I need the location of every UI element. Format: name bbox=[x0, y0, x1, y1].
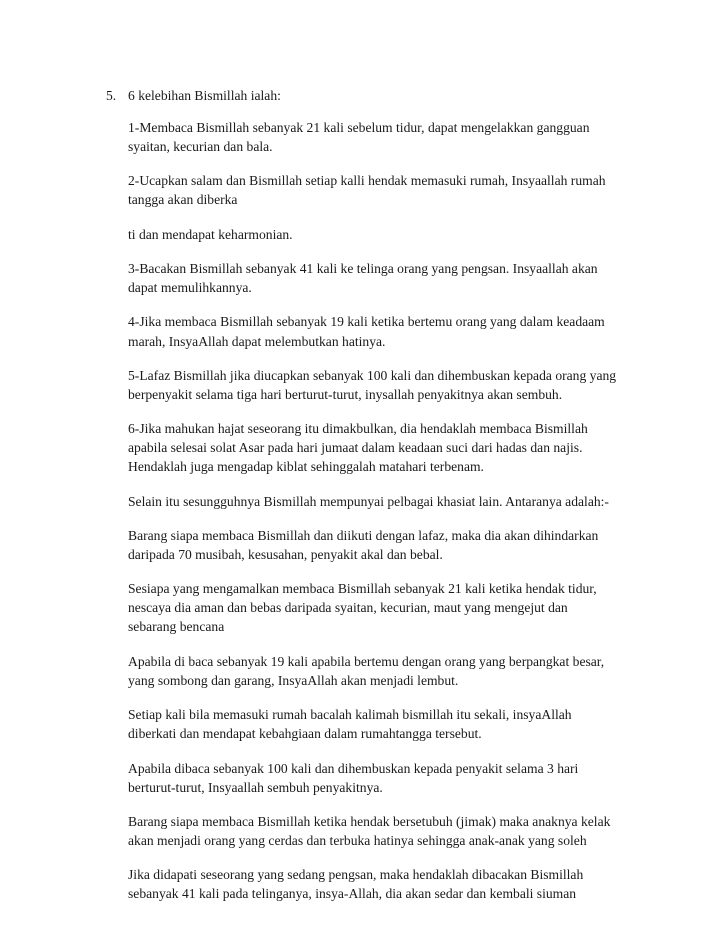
paragraph: 2-Ucapkan salam dan Bismillah setiap kalli hendak memasuki rumah, Insyaallah rumah tangga akan diberka bbox=[128, 173, 606, 208]
body-text bbox=[128, 118, 668, 919]
paragraph: Setiap kali bila memasuki rumah bacalah kalimah bismillah itu sekali, insyaAllah diberkati dan mendapat kebahgiaan dalam rumahtangga tersebut. bbox=[128, 707, 572, 742]
paragraph: 1-Membaca Bismillah sebanyak 21 kali sebelum tidur, dapat mengelakkan gangguan syaitan, kecurian dan bala. bbox=[128, 120, 590, 155]
paragraph: Apabila dibaca sebanyak 100 kali dan dihembuskan kepada penyakit selama 3 hari berturut-turut, Insyaallah sembuh penyakitnya. bbox=[128, 760, 579, 795]
paragraph: 5-Lafaz Bismillah jika diucapkan sebanyak 100 kali dan dihembuskan kepada orang yang berpenyakit selama tiga hari berturut-turut, inysallah penyakitnya akan sembuh. bbox=[128, 367, 617, 402]
list-item-heading bbox=[106, 86, 281, 105]
list-item-number: 5. bbox=[106, 88, 117, 103]
paragraph: Jika didapati seseorang yang sedang pengsan, maka hendaklah dibacakan Bismillah sebanyak 41 kali pada telinganya, insya-Allah, dia akan sedar dan kembali siuman bbox=[128, 867, 584, 902]
paragraph: Barang siapa membaca Bismillah ketika hendak bersetubuh (jimak) maka anaknya kelak akan menjadi orang yang cerdas dan terbuka hatinya sehingga anak-anak yang soleh bbox=[128, 813, 611, 848]
list-item-title: 6 kelebihan Bismillah ialah: bbox=[128, 88, 281, 103]
paragraph: ti dan mendapat keharmonian. bbox=[128, 226, 293, 242]
paragraph: Barang siapa membaca Bismillah dan diikuti dengan lafaz, maka dia akan dihindarkan daripada 70 musibah, kesusahan, penyakit akal dan bebal. bbox=[128, 527, 599, 562]
paragraph: 3-Bacakan Bismillah sebanyak 41 kali ke telinga orang yang pengsan. Insyaallah akan dapat memulihkannya. bbox=[128, 261, 598, 296]
paragraph: Apabila di baca sebanyak 19 kali apabila bertemu dengan orang yang berpangkat besar, yang sombong dan garang, InsyaAllah akan menjadi lembut. bbox=[128, 653, 605, 688]
paragraph: Sesiapa yang mengamalkan membaca Bismillah sebanyak 21 kali ketika hendak tidur, nescaya dia aman dan bebas daripada syaitan, kecurian, maut yang mengejut dan sebarang bencana bbox=[128, 581, 597, 635]
paragraph: Selain itu sesungguhnya Bismillah mempunyai pelbagai khasiat lain. Antaranya adalah:- bbox=[128, 493, 609, 509]
paragraph: 4-Jika membaca Bismillah sebanyak 19 kali ketika bertemu orang yang dalam keadaam marah, InsyaAllah dapat melembutkan hatinya. bbox=[128, 314, 605, 349]
paragraph: 6-Jika mahukan hajat seseorang itu dimakbulkan, dia hendaklah membaca Bismillah apabila selesai solat Asar pada hari jumaat dalam keadaan suci dari hadas dan najis. Hendaklah juga mengadap kiblat sehinggalah matahari terbenam. bbox=[128, 421, 588, 475]
